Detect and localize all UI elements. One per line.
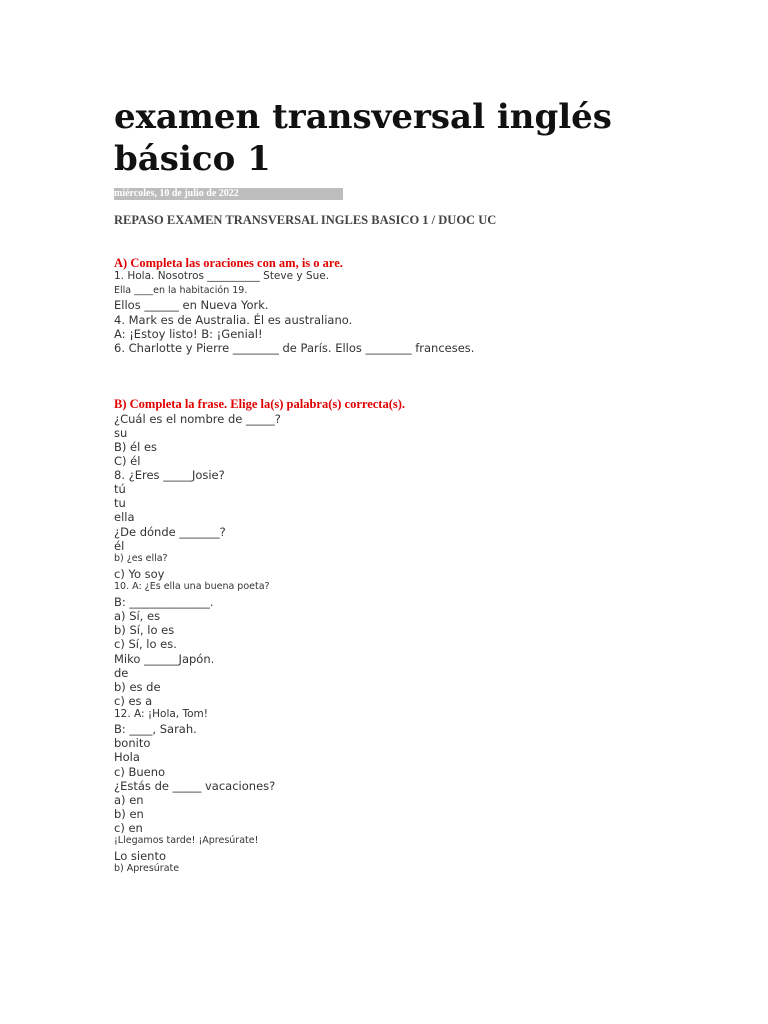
section-a-line: Ellos ______ en Nueva York. xyxy=(114,298,269,312)
section-b-line: bonito xyxy=(114,736,151,750)
section-b-line: c) Sí, lo es. xyxy=(114,637,177,651)
document-subtitle: REPASO EXAMEN TRANSVERSAL INGLES BASICO 1 / DUOC UC xyxy=(114,213,497,227)
section-a-line: Ella ____en la habitación 19. xyxy=(114,285,248,296)
section-b-heading: B) Completa la frase. Elige la(s) palabra(s) correcta(s). xyxy=(114,397,406,411)
section-b-line: Hola xyxy=(114,750,140,764)
section-b-line: c) Bueno xyxy=(114,765,166,779)
section-b-line: b) es de xyxy=(114,680,161,694)
section-b-line: b) Sí, lo es xyxy=(114,623,175,637)
section-b-line: ella xyxy=(114,510,135,524)
section-b-line: Miko ______Japón. xyxy=(114,652,215,666)
section-b-line: b) en xyxy=(114,807,144,821)
post-date: miércoles, 10 de julio de 2022 xyxy=(114,188,343,200)
section-b-line: 10. A: ¿Es ella una buena poeta? xyxy=(114,581,270,592)
section-b-line: Lo siento xyxy=(114,849,166,863)
section-b-line: tú xyxy=(114,482,126,496)
section-b-line: él xyxy=(114,539,125,553)
section-b-line: ¿De dónde _______? xyxy=(114,525,226,539)
section-b-line: B) él es xyxy=(114,440,158,454)
section-b-line: ¿Cuál es el nombre de _____? xyxy=(114,412,281,426)
section-a-line: 1. Hola. Nosotros __________ Steve y Sue. xyxy=(114,270,330,282)
section-b-line: ¡Llegamos tarde! ¡Apresúrate! xyxy=(114,835,259,846)
section-a-heading: A) Completa las oraciones con am, is o are. xyxy=(114,256,343,270)
section-b-line: 12. A: ¡Hola, Tom! xyxy=(114,708,208,720)
section-b-line: c) es a xyxy=(114,694,153,708)
section-b-line: c) Yo soy xyxy=(114,567,165,581)
section-b-line: B: ____, Sarah. xyxy=(114,722,197,736)
section-b-line: b) Apresúrate xyxy=(114,863,180,874)
section-b-line: a) Sí, es xyxy=(114,609,161,623)
section-a-line: 6. Charlotte y Pierre ________ de París. Ellos ________ franceses. xyxy=(114,341,475,355)
page-title xyxy=(114,96,714,180)
section-b-line: b) ¿es ella? xyxy=(114,553,168,564)
section-b-line: ¿Estás de _____ vacaciones? xyxy=(114,779,276,793)
section-b-line: C) él xyxy=(114,454,141,468)
section-b-line: 8. ¿Eres _____Josie? xyxy=(114,468,225,482)
section-b-line: c) en xyxy=(114,821,143,835)
section-b-line: a) en xyxy=(114,793,144,807)
section-b-line: tu xyxy=(114,496,126,510)
section-b-line: de xyxy=(114,666,129,680)
title-line-1: examen transversal inglés xyxy=(114,97,612,137)
section-a-line: 4. Mark es de Australia. Él es australiano. xyxy=(114,313,353,327)
section-b-line: su xyxy=(114,426,128,440)
title-line-2: básico 1 xyxy=(114,139,271,179)
section-b-line: B: ______________. xyxy=(114,595,214,609)
section-a-line: A: ¡Estoy listo! B: ¡Genial! xyxy=(114,327,263,341)
